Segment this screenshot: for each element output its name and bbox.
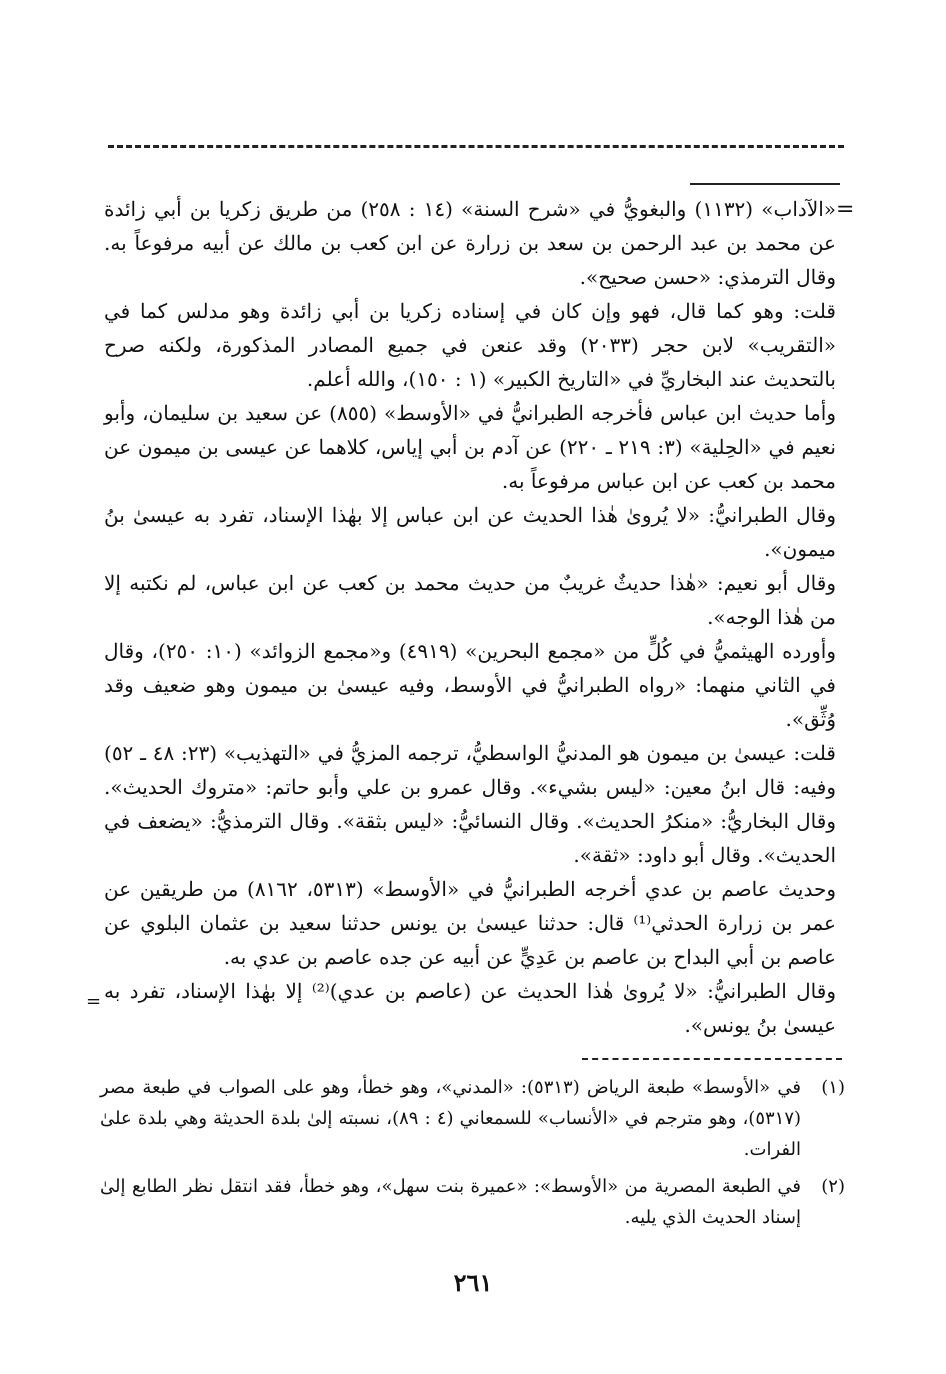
footnote-text: في الطبعة المصرية من «الأوسط»: «عميرة بنت سهل»، وهو خطأ، فقد انتقل نظر الطابع إلىٰ إسناد الحديث الذي يليه. (100, 1176, 801, 1228)
paragraph: وحديث عاصم بن عدي أخرجه الطبرانيُّ في «الأوسط» (٥٣١٣، ٨١٦٢) من طريقين عن عمر بن زرارة الحدثي⁽¹⁾ قال: حدثنا عيسىٰ بن يونس حدثنا سعيد بن عثمان البلوي عن عاصم بن أبي البداح بن عاصم بن عَدِيٍّ عن أبيه عن جده عاصم بن عدي به. (104, 877, 836, 969)
continuation-rule (690, 183, 840, 185)
footnote (100, 1171, 845, 1233)
footnote (100, 1072, 845, 1165)
side-mark: = (86, 991, 102, 1012)
footnote-text: في «الأوسط» طبعة الرياض (٥٣١٣): «المدني»، وهو خطأ، وهو على الصواب في طبعة مصر (٥٣١٧)، وهو مترجم في «الأنساب» للسمعاني (٤ : ٨٩)، نسبته إلىٰ بلدة الحديثة وهي بلدة علىٰ الفرات. (100, 1077, 802, 1160)
paragraph: وقال أبو نعيم: «هٰذا حديثٌ غريبٌ من حديث محمد بن كعب عن ابن عباس، لم نكتبه إلا من هٰذا الوجه». (104, 571, 836, 629)
paragraph: قلت: عيسىٰ بن ميمون هو المدنيُّ الواسطيُّ، ترجمه المزيُّ في «التهذيب» (٢٣: ٤٨ ـ ٥٢) وفيه: قال ابنُ معين: «ليس بشيء». وقال عمرو بن علي وأبو حاتم: «متروك الحديث». وقال البخاريُّ: «منكرُ الحديث». وقال النسائيُّ: «ليس بثقة». وقال الترمذيُّ: «يضعف في الحديث». وقال أبو داود: «ثقة». (104, 741, 836, 867)
paragraph: وأما حديث ابن عباس فأخرجه الطبرانيُّ في «الأوسط» (٨٥٥) عن سعيد بن سليمان، وأبو نعيم في «الحِلية» (٣: ٢١٩ ـ ٢٢٠) عن آدم بن أبي إياس، كلاهما عن عيسى بن ميمون عن محمد بن كعب عن ابن عباس مرفوعاً به. (104, 401, 837, 493)
footnote-separator (582, 1058, 842, 1060)
paragraph: قلت: وهو كما قال، فهو وإن كان في إسناده زكريا بن أبي زائدة وهو مدلس كما في «التقريب» لابن حجر (٢٠٣٣) وقد عنعن في جميع المصادر المذكورة، ولكنه صرح بالتحديث عند البخاريِّ في «التاريخ الكبير» (١ : ١٥٠)، والله أعلم. (104, 299, 836, 391)
footnotes (100, 1072, 845, 1239)
paragraph: «الآداب» (١١٣٢) والبغويُّ في «شرح السنة» (١٤ : ٢٥٨) من طريق زكريا بن أبي زائدة عن محمد بن عبد الرحمن بن سعد بن زرارة عن ابن كعب بن مالك عن أبيه مرفوعاً به. وقال الترمذي: «حسن صحيح». (104, 197, 837, 289)
paragraph: وقال الطبرانيُّ: «لا يُروىٰ هٰذا الحديث عن (عاصم بن عدي)⁽²⁾ إلا بهٰذا الإسناد، تفرد به عيسىٰ بنُ يونس». (104, 979, 836, 1037)
header-dashed-rule (108, 145, 844, 148)
footnote-number: (٢) (821, 1176, 845, 1197)
page-number: ٢٦١ (453, 1268, 493, 1297)
footnote-number: (١) (821, 1077, 845, 1098)
paragraph: وقال الطبرانيُّ: «لا يُروىٰ هٰذا الحديث عن ابن عباس إلا بهٰذا الإسناد، تفرد به عيسىٰ بنُ ميمون». (104, 503, 836, 561)
paragraph: وأورده الهيثميُّ في كُلٍّ من «مجمع البحرين» (٤٩١٩) و«مجمع الزوائد» (١٠: ٢٥٠)، وقال في الثاني منهما: «رواه الطبرانيُّ في الأوسط، وفيه عيسىٰ بن ميمون وهو ضعيف وقد وُثِّق». (104, 639, 836, 731)
main-text (104, 192, 836, 1042)
continuation-mark: = (836, 197, 855, 222)
